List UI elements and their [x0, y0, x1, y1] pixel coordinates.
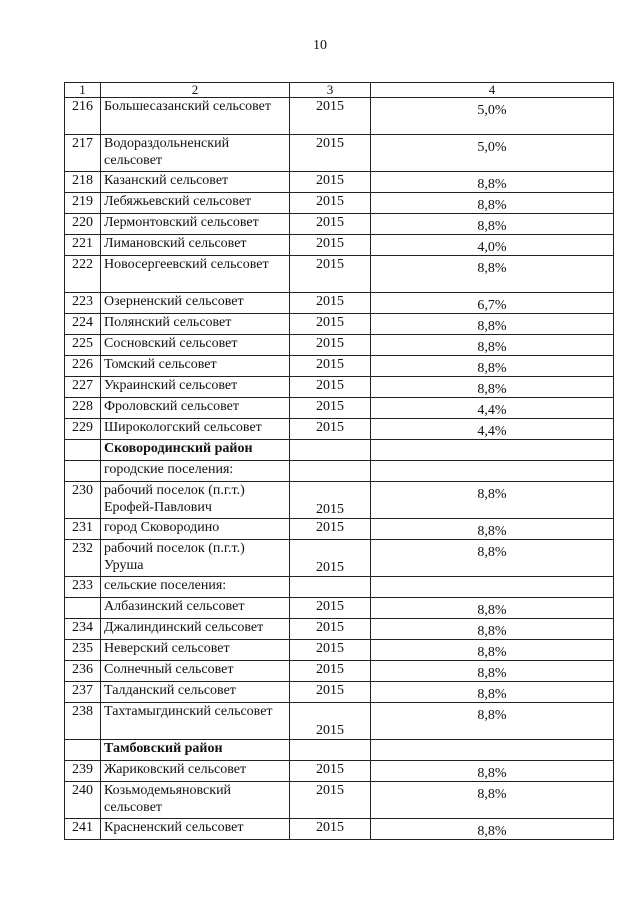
row-number-cell: 225: [65, 335, 101, 356]
year-cell: 2015: [290, 98, 371, 135]
rate-value: 8,8%: [477, 545, 507, 560]
row-number-cell: 236: [65, 661, 101, 682]
settlement-name-cell: Полянский сельсовет: [101, 314, 290, 335]
year-cell: 2015: [290, 519, 371, 540]
table-row: [65, 314, 614, 335]
rate-cell: [371, 314, 614, 335]
column-header: 3: [290, 83, 371, 98]
rate-value: 8,8%: [477, 645, 507, 660]
row-number-cell: 228: [65, 398, 101, 419]
table-row: [65, 519, 614, 540]
rate-value: 5,0%: [477, 103, 507, 118]
rate-cell: [371, 98, 614, 135]
row-number-cell: 237: [65, 682, 101, 703]
rate-cell: [371, 619, 614, 640]
table-row: [65, 703, 614, 740]
year-cell: 2015: [290, 782, 371, 819]
rate-value: 8,8%: [477, 624, 507, 639]
rate-value: 8,8%: [477, 177, 507, 192]
year-cell: 2015: [290, 540, 371, 577]
rate-value: 8,8%: [477, 603, 507, 618]
settlement-name-cell: Лебяжьевский сельсовет: [101, 193, 290, 214]
column-header: 2: [101, 83, 290, 98]
table-row: [65, 461, 614, 482]
year-cell: 2015: [290, 235, 371, 256]
year-cell: 2015: [290, 761, 371, 782]
row-number-cell: 222: [65, 256, 101, 293]
table-row: [65, 761, 614, 782]
rate-value: 8,8%: [477, 824, 507, 839]
year-cell: 2015: [290, 314, 371, 335]
rate-value: 4,0%: [477, 240, 507, 255]
table-row: [65, 540, 614, 577]
year-cell: [290, 577, 371, 598]
table-row: [65, 682, 614, 703]
settlement-name-cell: Неверский сельсовет: [101, 640, 290, 661]
year-cell: 2015: [290, 482, 371, 519]
row-number-cell: 235: [65, 640, 101, 661]
table-row: [65, 619, 614, 640]
rate-value: 8,8%: [477, 666, 507, 681]
year-cell: 2015: [290, 135, 371, 172]
table-row: [65, 356, 614, 377]
year-cell: 2015: [290, 356, 371, 377]
settlement-name-cell: Водораздольненский сельсовет: [101, 135, 290, 172]
year-cell: 2015: [290, 256, 371, 293]
settlement-name-cell: Новосергеевский сельсовет: [101, 256, 290, 293]
table-row: [65, 214, 614, 235]
rate-cell: [371, 540, 614, 577]
row-number-cell: 219: [65, 193, 101, 214]
district-name-cell: Тамбовский район: [101, 740, 290, 761]
year-cell: 2015: [290, 377, 371, 398]
table-row: [65, 577, 614, 598]
settlement-name-cell: городские поселения:: [101, 461, 290, 482]
row-number-cell: 220: [65, 214, 101, 235]
settlement-name-cell: Красненский сельсовет: [101, 819, 290, 840]
row-number-cell: 221: [65, 235, 101, 256]
rate-cell: [371, 235, 614, 256]
settlement-name-cell: Лермонтовский сельсовет: [101, 214, 290, 235]
row-number-cell: 229: [65, 419, 101, 440]
row-number-cell: 223: [65, 293, 101, 314]
row-number-cell: 230: [65, 482, 101, 519]
rate-cell: [371, 519, 614, 540]
rate-cell: [371, 682, 614, 703]
row-number-cell: 216: [65, 98, 101, 135]
year-cell: 2015: [290, 640, 371, 661]
rate-cell: [371, 293, 614, 314]
rate-value: 8,8%: [477, 487, 507, 502]
year-cell: 2015: [290, 398, 371, 419]
row-number-cell: [65, 740, 101, 761]
rate-cell: [371, 419, 614, 440]
rate-value: 8,8%: [477, 687, 507, 702]
table-row: [65, 661, 614, 682]
settlement-name-cell: Солнечный сельсовет: [101, 661, 290, 682]
settlement-name-cell: Казанский сельсовет: [101, 172, 290, 193]
year-cell: 2015: [290, 619, 371, 640]
table-row: [65, 172, 614, 193]
row-number-cell: 233: [65, 577, 101, 598]
row-number-cell: 218: [65, 172, 101, 193]
table-row: [65, 335, 614, 356]
row-number-cell: 241: [65, 819, 101, 840]
rate-cell: [371, 398, 614, 419]
year-cell: [290, 440, 371, 461]
table-row: [65, 256, 614, 293]
rate-cell: [371, 356, 614, 377]
row-number-cell: 238: [65, 703, 101, 740]
rate-value: 8,8%: [477, 340, 507, 355]
row-number-cell: 240: [65, 782, 101, 819]
row-number-cell: [65, 598, 101, 619]
table-row: [65, 235, 614, 256]
settlement-name-cell: Широкологский сельсовет: [101, 419, 290, 440]
row-number-cell: 231: [65, 519, 101, 540]
row-number-cell: 226: [65, 356, 101, 377]
table-row: [65, 419, 614, 440]
rate-cell: [371, 661, 614, 682]
settlement-name-cell: Сосновский сельсовет: [101, 335, 290, 356]
rate-cell: [371, 761, 614, 782]
settlement-name-cell: Украинский сельсовет: [101, 377, 290, 398]
settlement-name-cell: Лимановский сельсовет: [101, 235, 290, 256]
year-cell: 2015: [290, 293, 371, 314]
settlement-name-cell: город Сковородино: [101, 519, 290, 540]
table-body: [65, 98, 614, 840]
row-number-cell: 232: [65, 540, 101, 577]
rate-cell: [371, 214, 614, 235]
rate-cell: [371, 740, 614, 761]
rate-value: 4,4%: [477, 403, 507, 418]
year-cell: 2015: [290, 214, 371, 235]
settlement-name-cell: Фроловский сельсовет: [101, 398, 290, 419]
settlement-name-cell: Тахтамыгдинский сельсовет: [101, 703, 290, 740]
rate-cell: [371, 782, 614, 819]
settlement-name-cell: Талданский сельсовет: [101, 682, 290, 703]
row-number-cell: [65, 440, 101, 461]
column-header: 4: [371, 83, 614, 98]
rate-value: 6,7%: [477, 298, 507, 313]
rate-value: 8,8%: [477, 198, 507, 213]
rate-cell: [371, 377, 614, 398]
rate-cell: [371, 193, 614, 214]
table-row: [65, 482, 614, 519]
rate-cell: [371, 640, 614, 661]
table-row: [65, 598, 614, 619]
row-number-cell: 239: [65, 761, 101, 782]
table-row: [65, 640, 614, 661]
year-cell: [290, 461, 371, 482]
table-row: [65, 398, 614, 419]
settlement-name-cell: Козьмодемьяновский сельсовет: [101, 782, 290, 819]
year-cell: 2015: [290, 598, 371, 619]
page-number: 10: [313, 38, 327, 53]
settlement-name-cell: рабочий поселок (п.г.т.) Уруша: [101, 540, 290, 577]
year-cell: 2015: [290, 193, 371, 214]
table-row: [65, 293, 614, 314]
section-row: [65, 440, 614, 461]
rate-cell: [371, 819, 614, 840]
table-row: [65, 782, 614, 819]
table-row: [65, 135, 614, 172]
year-cell: 2015: [290, 703, 371, 740]
row-number-cell: 224: [65, 314, 101, 335]
year-cell: 2015: [290, 682, 371, 703]
row-number-cell: 234: [65, 619, 101, 640]
rate-value: 8,8%: [477, 708, 507, 723]
settlement-name-cell: сельские поселения:: [101, 577, 290, 598]
table-row: [65, 377, 614, 398]
rate-value: 8,8%: [477, 787, 507, 802]
rate-cell: [371, 482, 614, 519]
year-cell: 2015: [290, 419, 371, 440]
district-name-cell: Сковородинский район: [101, 440, 290, 461]
rate-value: 8,8%: [477, 319, 507, 334]
settlement-name-cell: рабочий поселок (п.г.т.) Ерофей-Павлович: [101, 482, 290, 519]
settlement-name-cell: Албазинский сельсовет: [101, 598, 290, 619]
rate-value: 8,8%: [477, 524, 507, 539]
rate-cell: [371, 256, 614, 293]
rate-cell: [371, 135, 614, 172]
year-cell: 2015: [290, 661, 371, 682]
settlement-name-cell: Томский сельсовет: [101, 356, 290, 377]
table-row: [65, 98, 614, 135]
rate-value: 8,8%: [477, 766, 507, 781]
section-row: [65, 740, 614, 761]
rate-value: 8,8%: [477, 261, 507, 276]
year-cell: [290, 740, 371, 761]
settlement-name-cell: Жариковский сельсовет: [101, 761, 290, 782]
rate-value: 5,0%: [477, 140, 507, 155]
rate-cell: [371, 461, 614, 482]
rate-cell: [371, 440, 614, 461]
settlement-name-cell: Озерненский сельсовет: [101, 293, 290, 314]
rate-value: 8,8%: [477, 219, 507, 234]
table-row: [65, 819, 614, 840]
column-number-row: [65, 83, 614, 98]
rate-cell: [371, 577, 614, 598]
municipal-rates-table: [64, 82, 614, 840]
table-row: [65, 193, 614, 214]
year-cell: 2015: [290, 819, 371, 840]
rate-cell: [371, 598, 614, 619]
settlement-name-cell: Большесазанский сельсовет: [101, 98, 290, 135]
column-header: 1: [65, 83, 101, 98]
row-number-cell: 217: [65, 135, 101, 172]
rate-cell: [371, 172, 614, 193]
year-cell: 2015: [290, 335, 371, 356]
rate-value: 4,4%: [477, 424, 507, 439]
year-cell: 2015: [290, 172, 371, 193]
row-number-cell: 227: [65, 377, 101, 398]
row-number-cell: [65, 461, 101, 482]
rate-cell: [371, 703, 614, 740]
rate-cell: [371, 335, 614, 356]
settlement-name-cell: Джалиндинский сельсовет: [101, 619, 290, 640]
rate-value: 8,8%: [477, 361, 507, 376]
rate-value: 8,8%: [477, 382, 507, 397]
